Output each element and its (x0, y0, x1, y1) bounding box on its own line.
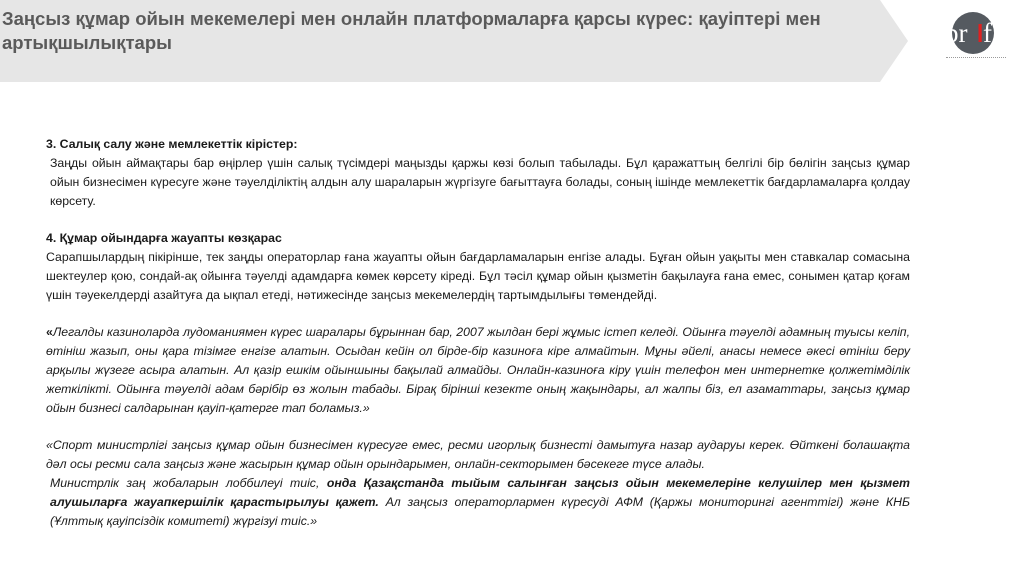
section-3-heading: 3. Салық салу және мемлекеттік кірістер: (46, 137, 298, 151)
quote-2-end: Ал заңсыз операторлармен күресуді АФМ (Қаржы мониторингі агенттігі) және КНБ (Ұлттық қауіпсіздік комитеті) жүргізуі тиіс.» (50, 495, 910, 528)
document-body (46, 135, 910, 531)
quote-1-text: Легалды казиноларда лудоманиямен күрес шаралары бұрыннан бар, 2007 жылдан бері жұмыс істеп келеді. Ойынға тәуелді адамның туысы келіп, өтініш жазып, оны қара тізімге енгізе алатын. Осыдан кейін ол бірде-бір казиноға кіре алмайтын. Мұны әйелі, анасы немесе әкесі өтініш беру арқылы жүзеге асыра алатын. Ал қазір ешкім ойыншыны бақылай алмайды. Онлайн-казиноға кіру үшін телефон мен интернетке қолжетімділік жеткілікті. Ойынға тәуелді адам бәрібір өз жолын табады. Бірақ бірінші кезекте оның жақындары, ал жалпы біз, ел азаматтары, заңсыз құмар ойын бизнесі салдарынан қауіп-қатерге тап боламыз.» (46, 325, 910, 415)
quote-1 (46, 323, 910, 418)
logo-accent-i (979, 24, 982, 42)
page-title: Заңсыз құмар ойын мекемелері мен онлайн платформаларға қарсы күрес: қауіптері мен артықшылықтары (2, 8, 821, 53)
section-4-heading: 4. Құмар ойындарға жауапты көзқарас (46, 231, 282, 245)
quote-2-bold: онда Қазақстанда тыйым салынған заңсыз ойын мекемелеріне келушілер мен қызмет алушыларға жауапкершілік қарастырылуы қажет. (50, 476, 910, 509)
logo-text-left: br (945, 18, 968, 48)
logo-text-right: f (983, 18, 992, 48)
quote-1-open-mark: « (46, 325, 53, 339)
section-4-body: Сарапшылардың пікірінше, тек заңды операторлар ғана жауапты ойын бағдарламаларын енгізе алады. Бұған ойын уақыты мен ставкалар сомасына шектеулер қою, сондай-ақ ойынға тәуелді адамдарға көмек көрсету кіреді. Бұл тәсіл құмар ойын қызметін бақылауға ғана емес, сонымен қатар қоғам үшін тәуекелдерді азайтуға да ықпал етеді, нәтижесінде заңсыз мекемелердің тартымдылығы төмендейді. (46, 250, 910, 302)
quote-2-start: Министрлік заң жобаларын лоббилеуі тиіс, (50, 476, 327, 490)
quote-2-line-2 (46, 474, 910, 531)
quote-2-line-1: «Спорт министрлігі заңсыз құмар ойын бизнесімен күресуге емес, ресми игорлық бизнесті дамытуға назар аударуы керек. Өйткені болашақта дәл осы ресми сала заңсыз және жасырын құмар ойын орындарымен, онлайн-секторымен бәсекеге түсе алады. (46, 438, 910, 471)
logo-tagline-decoration (946, 57, 1006, 61)
brif-logo (936, 11, 1010, 55)
section-3-body: Заңды ойын аймақтары бар өңірлер үшін салық түсімдері маңызды қаржы көзі болып табылады. Бұл қаражаттың белгілі бір бөлігін заңсыз құмар ойын бизнесімен күресуге және тәуелділіктің алдын алу шараларын жүргізуге бағыттауға болады, соның ішінде мемлекеттік бағдарламаларға қолдау көрсету. (50, 156, 910, 208)
